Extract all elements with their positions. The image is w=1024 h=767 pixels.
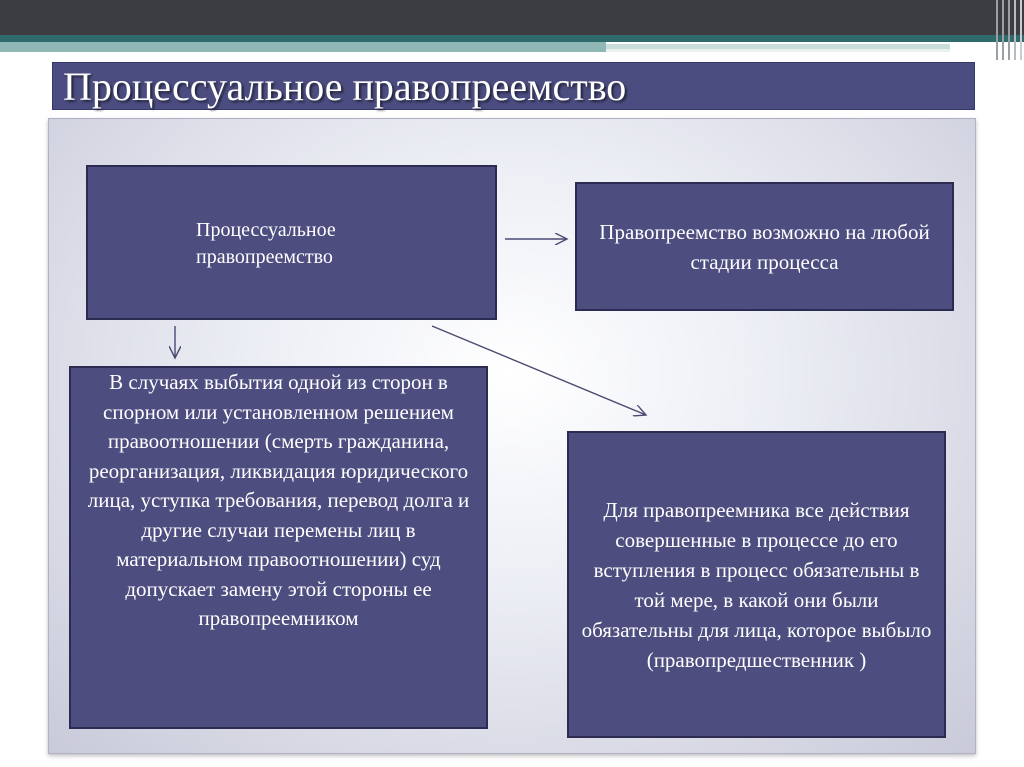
node-cases-of-withdrawal [69, 366, 488, 729]
node-cases-text: В случаях выбытия одной из сторон в спорном или установленном решением правоотношении (смерть гражданина, реорганизация, ликвидация юридического лица, уступка требования, перевод долга и другие случаи перемены лиц в материальном правоотношении) суд допускает замену этой стороны ее правопреемником [87, 370, 470, 630]
node-main-line-2: правопреемство [196, 246, 333, 268]
node-main-line-1: Процессуальное [196, 219, 336, 241]
node-successor-obligations [567, 431, 946, 738]
slide-title: Процессуальное правопреемство [63, 64, 627, 109]
node-procedural-succession [86, 165, 497, 320]
node-successor-text: Для правопреемника все действия совершенные в процессе до его вступления в процесс обязательны в той мере, в какой они были обязательны для лица, которое выбыло (правопредшественник ) [581, 497, 932, 672]
node-stage-text: Правопреемство возможно на любой стадии процесса [599, 219, 930, 274]
node-any-stage [575, 182, 954, 311]
